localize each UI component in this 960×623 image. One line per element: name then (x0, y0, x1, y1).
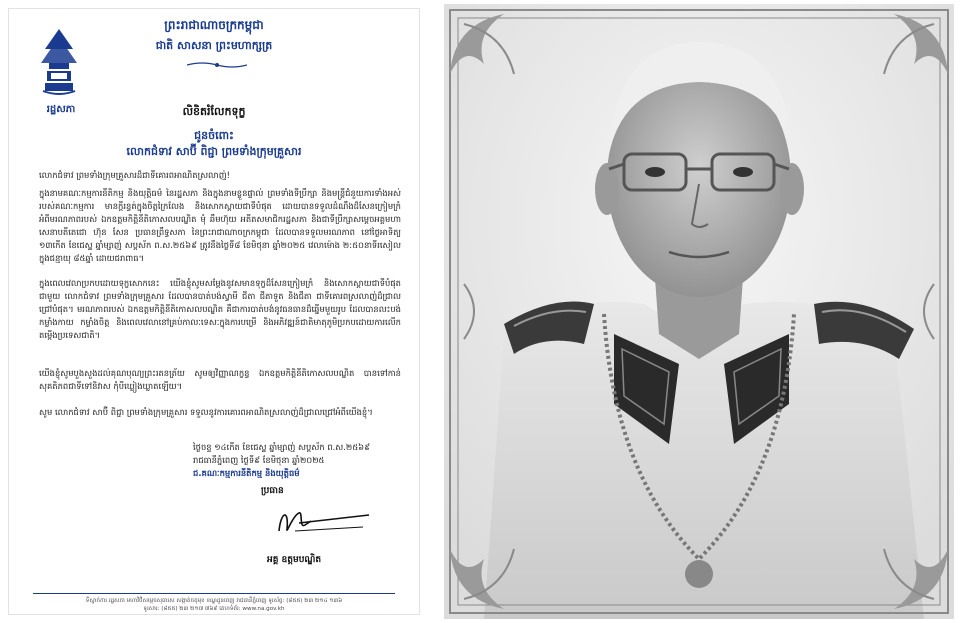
paragraph-3: យើងខ្ញុំសូមបួងសួងដល់គុណបុណ្យព្រះរតនត្រ័យ សូមឲ្យវិញ្ញាណក្ខន្ធ ឯកឧត្តមកិត្តិនីតិកោសលបណ្ឌិត បានទៅកាន់សុគតិភពជាទីទៅនិវាស កុំបីឃ្លៀងឃ្លាតឡើយ។ (39, 368, 401, 391)
signer-name: អគ្គ ឧត្តមបណ្ឌិត (267, 555, 322, 565)
national-assembly-emblem-icon (37, 27, 81, 97)
document-title: លិខិតរំលែកទុក្ខ (182, 105, 246, 118)
portrait-photo (444, 4, 954, 619)
condolence-letter (8, 8, 420, 615)
salutation: លោកជំទាវ ព្រមទាំងក្រុមគ្រួសារដ៏ជាទីគោរពអាណិតស្រលាញ់! (39, 170, 231, 180)
addressee-name: លោកជំទាវ សាប៊ី ពិជ្ជា ព្រមទាំងក្រុមគ្រួសារ (126, 145, 302, 158)
footer-contact: ទូរសារ: (៨៥៥) ២៣ ២១៧ ៧៦៩ គេហទំព័រ: www.na.gov.kh (143, 606, 285, 612)
memorial-portrait (444, 4, 954, 619)
paragraph-1: ក្នុងនាមគណៈកម្មការនីតិកម្ម និងយុត្តិធម៌ នៃរដ្ឋសភា និងក្នុងនាមខ្លួនផ្ទាល់ ព្រមទាំងទីប្រឹក្សា និងមន្ត្រីជំនួយការទាំងអស់របស់គណៈកម្មការ មានក្ដីរន្ធត់ក្នុងចិត្តក្រៃលែង និងសោកស្ដាយជាទីបំផុត ដោយបានទទួលដំណឹងដ៏សែនក្រៀមក្រំអំពីមរណភាពរបស់ ឯកឧត្តមកិត្តិនីតិកោសលបណ្ឌិត មុំ ឆឹមហ៊ុយ អតីតសមាជិករដ្ឋសភា និងជាទីប្រឹក្សាសម្ដេចអគ្គមហាសេនាបតីតេជោ ហ៊ុន សែន ប្រធានព្រឹទ្ធសភា នៃព្រះរាជាណាចក្រកម្ពុជា ដែលបានទទួលមរណភាព នៅថ្ងៃអាទិត្យ ១៣កើត ខែជេស្ឋ ឆ្នាំម្សាញ់ សប្តស័ក ព.ស.២៥៦៩ ត្រូវនឹងថ្ងៃទី៨ ខែមិថុនា ឆ្នាំ២០២៥ វេលាម៉ោង ២:៥០នាទីរសៀលក្នុងជន្មាយុ ៨៥ឆ្នាំ ដោយជរាពាធ។ (39, 188, 401, 263)
date-solar: រាជធានីភ្នំពេញ ថ្ងៃទី៩ ខែមិថុនា ឆ្នាំ២០២៥ (193, 455, 325, 465)
footer-divider (33, 593, 395, 594)
ornament-divider-icon (187, 61, 247, 69)
date-lunar: ថ្ងៃចន្ទ ១៤កើត ខែជេស្ឋ ឆ្នាំម្សាញ់ សប្តស័ក ព.ស.២៥៦៩ (193, 442, 371, 452)
addressee-label: ជូនចំពោះ (194, 129, 234, 142)
chair-title: ប្រធាន (261, 486, 284, 496)
kingdom-heading: ព្រះរាជាណាចក្រកម្ពុជា (164, 18, 264, 32)
signature-icon (259, 501, 379, 541)
emblem-label: រដ្ឋសភា (46, 104, 76, 115)
paragraph-4: សូម លោកជំទាវ សាប៊ី ពិជ្ជា ព្រមទាំងក្រុមគ្រួសារ ទទួលនូវការគោរពអាណិតស្រលាញ់ដ៏ជ្រាលជ្រៅអំពីយើងខ្ញុំ។ (39, 407, 373, 417)
motto-heading: ជាតិ សាសនា ព្រះមហាក្សត្រ (155, 39, 273, 52)
paragraph-2: ក្នុងពេលវេលាប្រកបដោយទុក្ខសោកនេះ យើងខ្ញុំសូមសម្តែងនូវសមានទុក្ខដ៏សែនក្រៀមក្រំ និងសោកស្តាយជាទីបំផុតជាមួយ លោកជំទាវ ព្រមទាំងក្រុមគ្រួសារ ដែលបានបាត់បង់ស្វាមី ជីតា ជីតាទួត និងជីតា ជាទីគោរពស្រលាញ់ដ៏ជ្រាលជ្រៅបំផុត។ មរណភាពរបស់ ឯកឧត្តមកិត្តិនីតិកោសលបណ្ឌិត គឺជាការបាត់បង់នូវធនធានដ៏ឆ្នើមមួយរូប ដែលបានលះបង់កម្លាំងកាយ កម្លាំងចិត្ត និងពេលវេលានៅគ្រប់កាលៈទេសៈក្នុងការបម្រើ និងអភិវឌ្ឍន៍ជាតិមាតុភូមិប្រកបដោយការលើកតម្កើងប្រទេសជាតិ។ (39, 278, 401, 340)
committee-name: ជ.គណៈកម្មការនីតិកម្ម និងយុត្តិធម៌ (193, 468, 300, 478)
date-block (193, 441, 403, 480)
footer-address: ទីស្នាក់ការ រដ្ឋសភា មហាវិថីសម្ដេចសុធារស សង្កាត់ចតុមុខ ខណ្ឌដូនពេញ រាជធានីភ្នំពេញ ទូរស័ព្ទ: (៨៥៥) ២៣ ២១៤ ១៣៦ (85, 598, 343, 604)
